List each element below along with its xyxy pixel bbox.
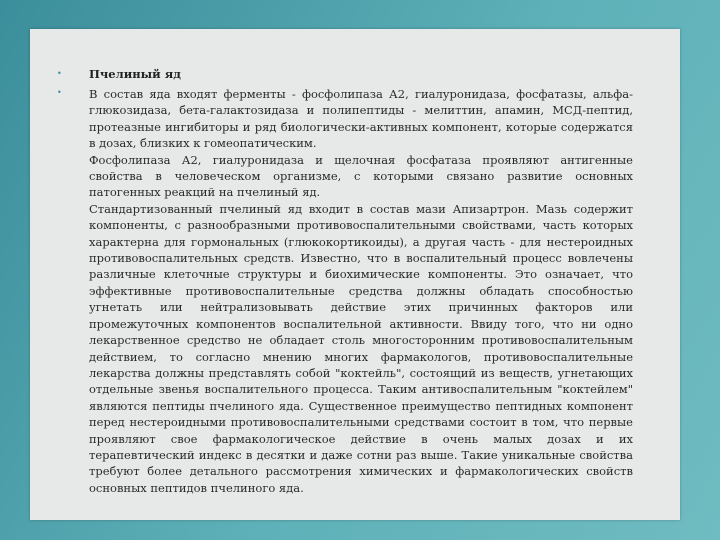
body-text (89, 86, 633, 496)
bullet-icon: • (57, 88, 62, 97)
paragraph-antigen-properties: Фосфолипаза А2, гиалуронидаза и щелочная фосфатаза проявляют антигенные свойства в человеческом организме, с которыми связано развитие основных патогенных реакций на пчелиный яд. (89, 152, 633, 200)
bullet-icon: • (57, 69, 62, 78)
slide-title: Пчелиный яд (89, 67, 181, 81)
paragraph-apizartron: Стандартизованный пчелиный яд входит в состав мази Апизартрон. Мазь содержит компоненты, с разнообразными противовоспалительными свойствами, часть которых характерна для гормональных (глюкокортикоиды), а другая часть - для нестероидных противовоспалительных средств. Известно, что в воспалительный процесс вовлечены различные клеточные структуры и биохимические компоненты. Это означает, что эффективные противовоспалительные средства должны обладать способностью угнетать или нейтрализовывать действие этих причинных факторов или промежуточных компонентов воспалительной активности. Ввиду того, что ни одно лекарственное средство не обладает столь многосторонним противовоспалительным действием, то согласно мнению многих фармакологов, противовоспалительные лекарства должны представлять собой "коктейль", состоящий из веществ, угнетающих отдельные звенья воспалительного процесса. Таким антивоспалительным "коктейлем" являются пептиды пчелиного яда. Существенное преимущество пептидных компонент перед нестероидными противовоспалительными средствами состоит в том, что первые проявляют свое фармакологическое действие в очень малых дозах и их терапевтический индекс в десятки и даже сотни раз выше. Такие уникальные свойства требуют более детального рассмотрения химических и фармакологических свойств основных пептидов пчелиного яда. (89, 201, 633, 495)
paragraph-venom-composition: В состав яда входят ферменты - фосфолипаза А2, гиалуронидаза, фосфатазы, альфа-глюкозидаза, бета-галактозидаза и полипептиды - мелиттин, апамин, МСД-пептид, протеазные ингибиторы и ряд биологически-активных компонент, которые содержатся в дозах, близких к гомеопатическим. (89, 87, 633, 151)
